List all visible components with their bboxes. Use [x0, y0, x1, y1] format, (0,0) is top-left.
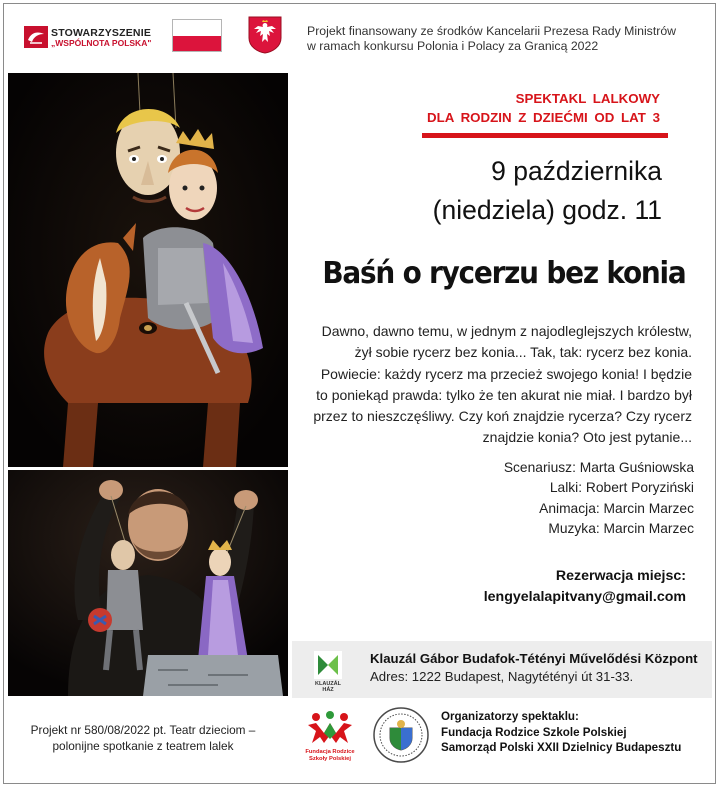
- association-subname: „WSPÓLNOTA POLSKA": [51, 38, 152, 48]
- show-type: [427, 89, 660, 127]
- foundation-logo-text-2: Szkoły Polskiej: [309, 756, 351, 762]
- event-title: Baśń o rycerzu bez konia: [322, 256, 686, 291]
- organizers: [441, 709, 681, 756]
- event-date: [433, 152, 662, 230]
- association-logo: [24, 24, 158, 50]
- credits: [504, 458, 694, 539]
- header: [0, 0, 719, 70]
- klauzal-haz-logo-icon: [312, 649, 344, 693]
- credit-puppets: Lalki: Robert Poryziński: [549, 480, 694, 496]
- show-type-line-1: SPEKTAKL LALKOWY: [515, 91, 660, 106]
- polish-flag-icon: [172, 19, 222, 52]
- red-divider: [422, 133, 668, 138]
- funding-line-2: w ramach konkursu Polonia i Polacy za Granicą 2022: [307, 39, 599, 53]
- project-note: [14, 722, 272, 754]
- venue-logo-text-2: HÁZ: [322, 687, 334, 693]
- venue-logo-text-1: KLAUZÁL: [315, 681, 341, 687]
- funding-note: [307, 24, 707, 54]
- venue-band: [292, 641, 712, 698]
- organizer-foundation: Fundacja Rodzice Szkole Polskiej: [441, 725, 627, 739]
- credit-animation: Animacja: Marcin Marzec: [539, 500, 694, 516]
- reservation-label: Rezerwacja miejsc:: [555, 568, 686, 584]
- association-logo-icon: [24, 26, 48, 48]
- show-type-line-2: DLA RODZIN Z DZIEĆMI OD LAT 3: [427, 110, 660, 125]
- puppet-photo-puppeteer: [8, 470, 288, 696]
- event-date-line-2: (niedziela) godz. 11: [432, 195, 662, 225]
- project-note-line-2: polonijne spotkanie z teatrem lalek: [52, 739, 234, 753]
- credit-music: Muzyka: Marcin Marzec: [548, 520, 694, 536]
- event-description: Dawno, dawno temu, w jednym z najodleglejszych królestw, żył sobie rycerz bez konia... Tak, tak: rycerz bez konia. Powiecie: każdy rycerz ma przecież swojego konia! I będzie to poniekąd prawda: tylko że ten akurat nie miał. I bardzo był przez to nieszczęśliwy. Czy koń znajdzie rycerza? Czy rycerz znajdzie konia? Oto jest pytanie...: [313, 323, 692, 446]
- self-government-seal-icon: [372, 706, 430, 764]
- foundation-logo-text-1: Fundacja Rodzice: [305, 749, 355, 755]
- association-name: STOWARZYSZENIE: [51, 27, 152, 39]
- organizers-label: Organizatorzy spektaklu:: [441, 710, 579, 723]
- venue-name: Klauzál Gábor Budafok-Tétényi Művelődési Központ: [370, 651, 698, 666]
- reservation: [484, 566, 686, 607]
- foundation-logo-icon: [304, 709, 356, 765]
- puppet-photo-knight-horse: [8, 73, 288, 467]
- project-note-line-1: Projekt nr 580/08/2022 pt. Teatr dzieciom –: [30, 723, 256, 737]
- organizer-self-government: Samorząd Polski XXII Dzielnicy Budapesztu: [441, 741, 682, 755]
- credit-script: Scenariusz: Marta Guśniowska: [503, 460, 694, 475]
- reservation-email[interactable]: lengyelalapitvany@gmail.com: [483, 588, 686, 605]
- funding-line-1: Projekt finansowany ze środków Kancelarii Prezesa Rady Ministrów: [307, 24, 677, 38]
- venue-address: Adres: 1222 Budapest, Nagytétényi út 31-33.: [370, 669, 634, 684]
- event-date-line-1: 9 października: [491, 156, 662, 186]
- white-eagle-emblem-icon: [248, 16, 282, 54]
